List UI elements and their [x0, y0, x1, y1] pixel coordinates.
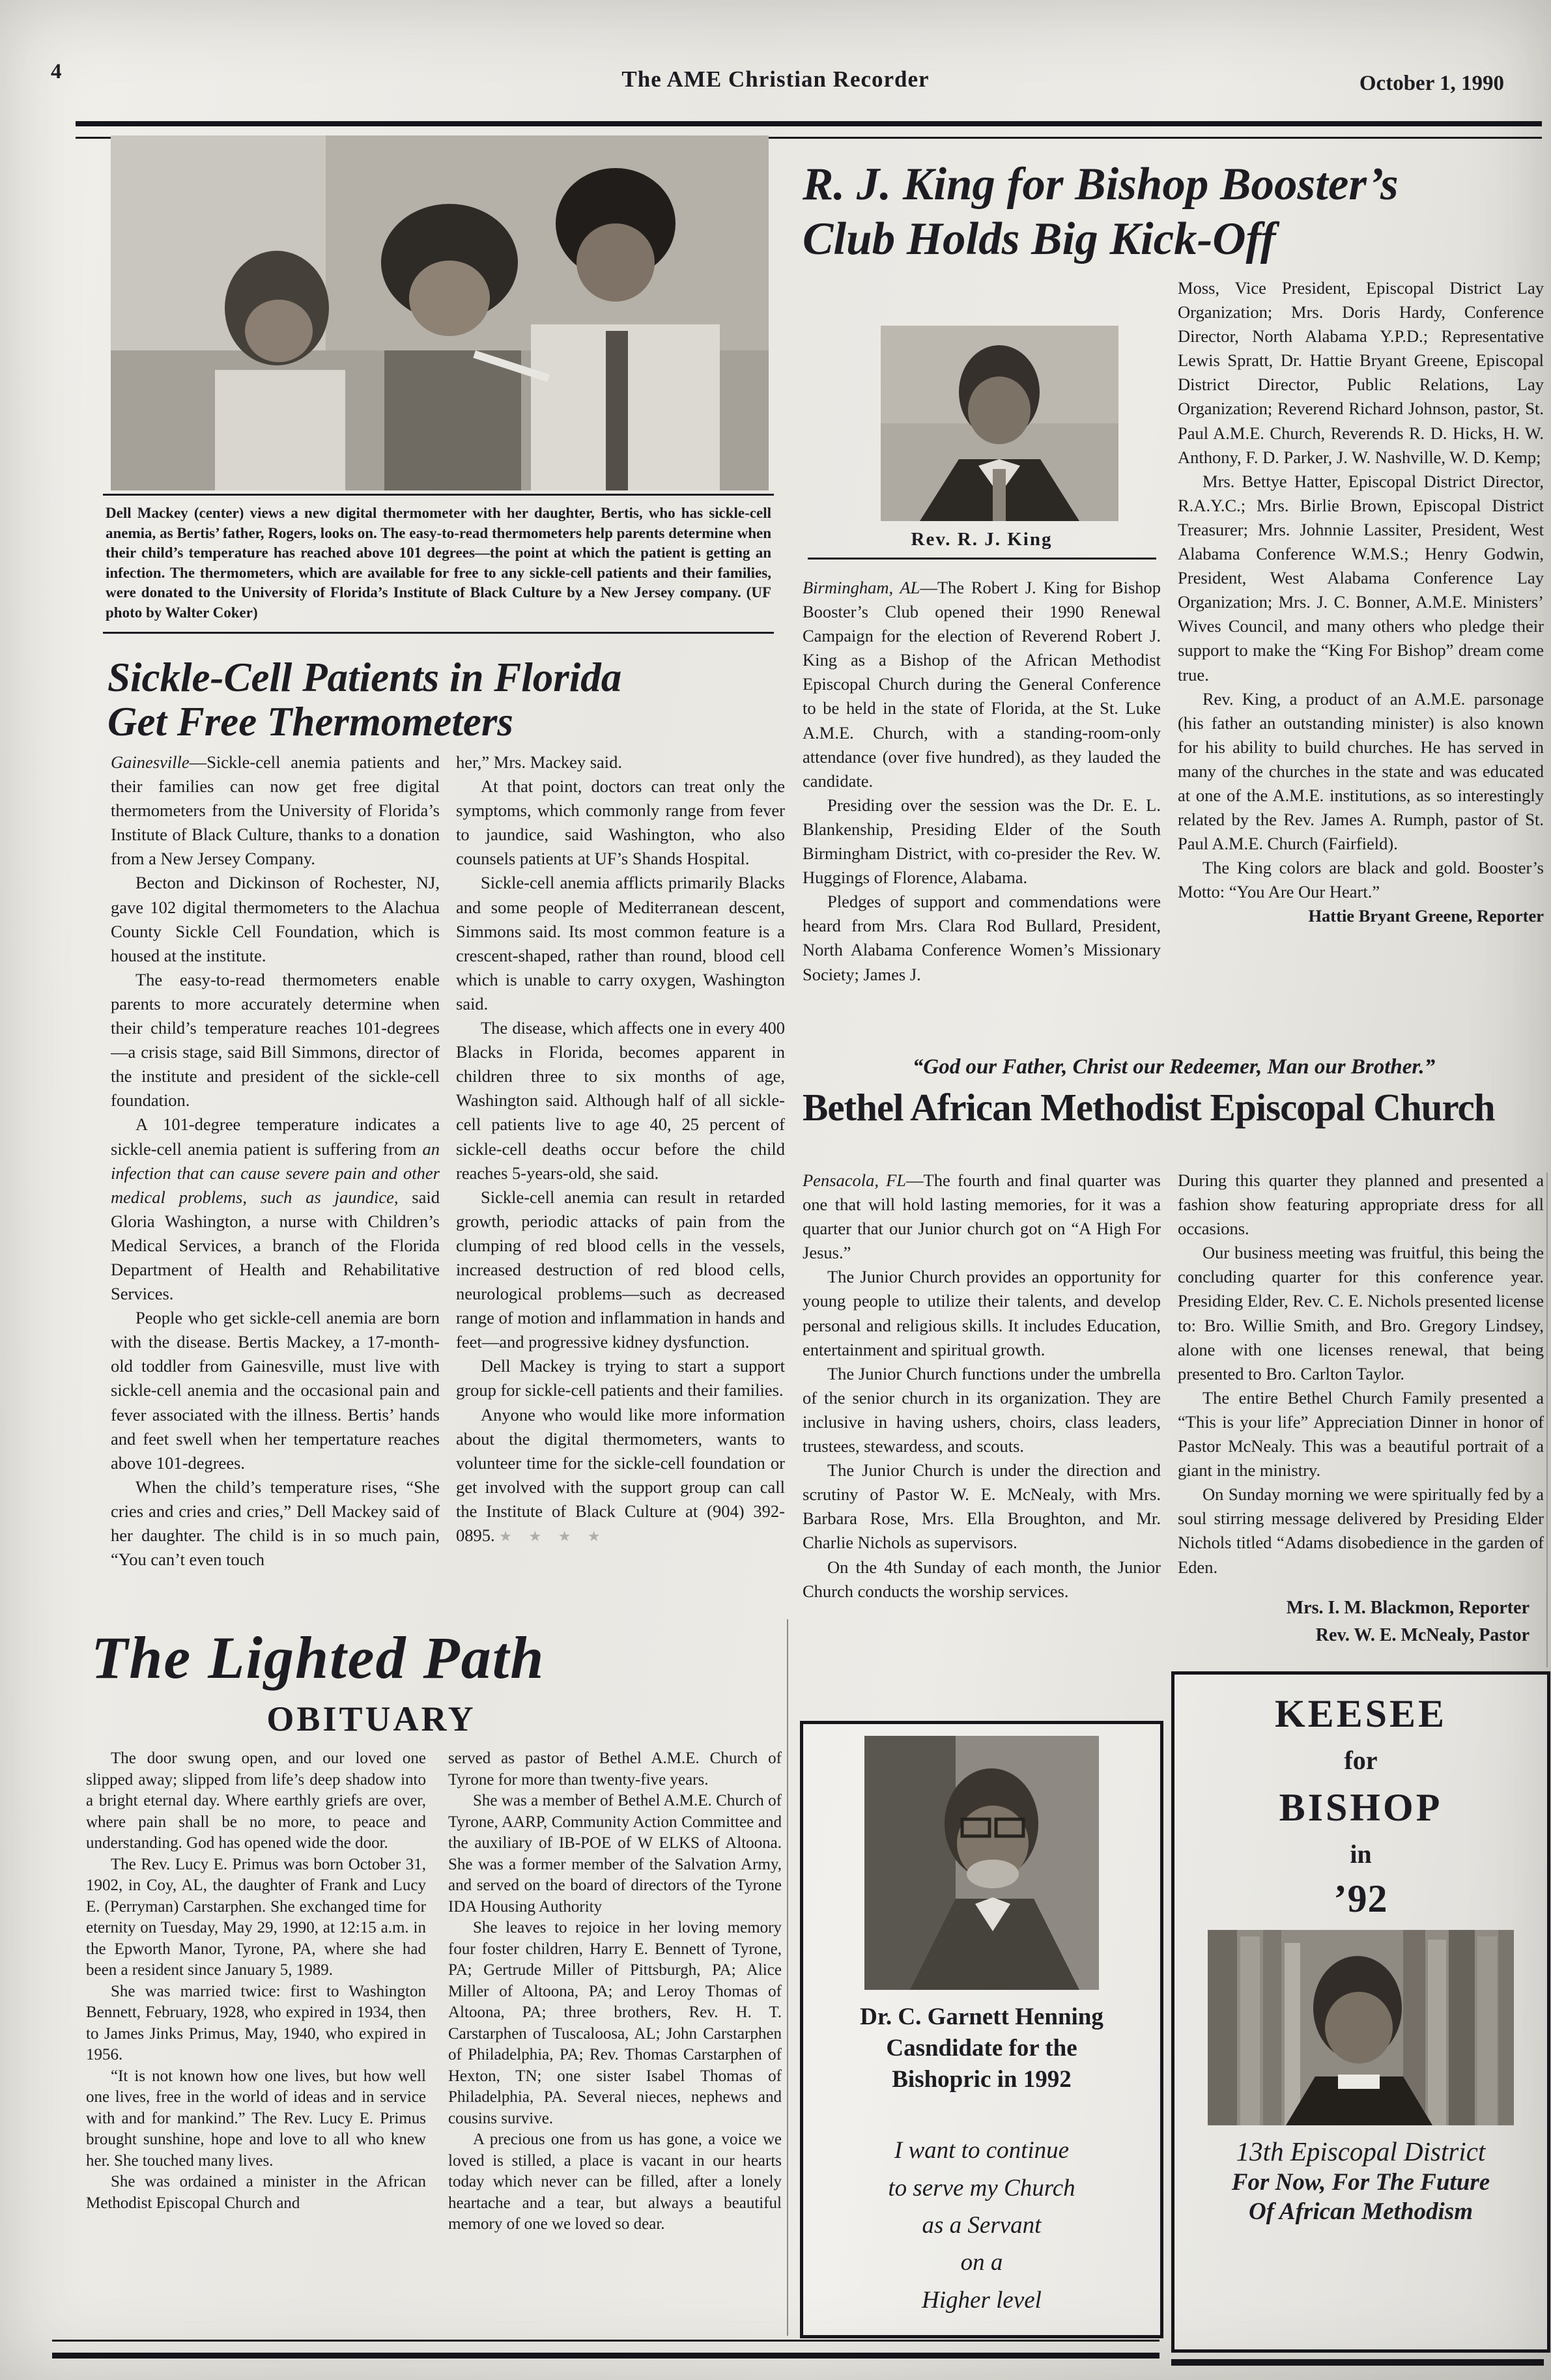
- title-line: Bishopric in 1992: [892, 2066, 1072, 2093]
- article-paragraph: The King colors are black and gold. Booster’s Motto: “You Are Our Heart.”: [1178, 858, 1544, 902]
- paragraph-text: —The Robert J. King for Bishop Booster’s Club opened their 1990 Renewal Campaign for the election of Reverend Robert J. King as a Bishop of the African Methodist Episcopal Church during the General Conference to be held in the state of Florida, at the St. Luke A.M.E. Church, with a standing-room-only attendance (over five hundred), as they lauded the candidate.: [803, 578, 1161, 791]
- obituary-column-1: [86, 1748, 426, 2314]
- quote-line: I want to continue: [894, 2137, 1070, 2164]
- king-article-headline: [803, 158, 1546, 267]
- pastor-signature: Rev. W. E. McNealy, Pastor: [1315, 1625, 1530, 1645]
- article-paragraph: She leaves to rejoice in her loving memory four foster children, Harry E. Bennett of Tyrone, PA; Gertrude Miller of Pittsburgh, PA; Alice Miller of Altoona, PA; and Leroy Thomas of Altoona, PA; three brothers, Rev. H. T. Carstarphen of Tuscaloosa, AL; John Carstarphen of Philadelphia, PA; Rev. Thomas Carstarphen of Hexton, TN; one sister Isabel Thomas of Philadelphia, PA. Several nieces, nephews and cousins survive.: [448, 1919, 782, 2127]
- header-rule-thick: [76, 121, 1542, 126]
- article-paragraph: The Junior Church functions under the umbrella of the senior church in its organization. They are inclusive in having ushers, choirs, class leaders, trustees, stewardess, and scouts.: [803, 1363, 1161, 1456]
- bethel-article-column-1: [803, 1169, 1161, 1690]
- headline-line: Club Holds Big Kick-Off: [803, 213, 1276, 264]
- article-paragraph: During this quarter they planned and presented a fashion show featuring appropriate dress for all occasions.: [1178, 1170, 1544, 1239]
- article-paragraph: The Rev. Lucy E. Primus was born October 31, 1902, in Coy, AL, the daughter of Frank and Lucy E. (Perryman) Carstarphen. She exchanged time for eternity on Tuesday, May 29, 1990, at 12:15 a.m. in the Epworth Manor, Tyrone, PA, where she had been a resident since January 5, 1989.: [86, 1855, 426, 1979]
- article-paragraph: Our business meeting was fruitful, this being the concluding quarter for this conference year. Presiding Elder, Rev. C. E. Nichols presented license to: Bro. Willie Smith, and Bro. Gregory Lindsey, alone with one licenses renewal, that being presented to Bro. Carlton Taylor.: [1178, 1243, 1544, 1383]
- henning-ad-title: [803, 2002, 1160, 2095]
- article-paragraph: [111, 750, 440, 871]
- article-paragraph: The Junior Church provides an opportunity for young people to utilize their talents, and develop personal and religious skills. It includes Education, entertainment and spiritual growth.: [803, 1267, 1161, 1359]
- keesee-photo: [1208, 1930, 1514, 2125]
- article-paragraph: On Sunday morning we were spiritually fed by a soul stirring message delivered by Presiding Elder Nichols titled “Adams disobedience in the garden of Eden.: [1178, 1484, 1544, 1577]
- quote-line: to serve my Church: [888, 2174, 1075, 2202]
- quote-line: as a Servant: [922, 2211, 1042, 2239]
- king-photo-caption: Rev. R. J. King: [911, 529, 1053, 550]
- paragraph-text: A 101-degree temperature indicates a sickle-cell anemia patient is suffering from: [111, 1114, 440, 1159]
- keesee-ad-word: ’92: [1333, 1877, 1388, 1920]
- stars-decoration: ★ ★ ★ ★: [499, 1528, 607, 1544]
- photo-caption: Dell Mackey (center) views a new digital thermometer with her daughter, Bertis, who has sickle-cell anemia, as Bertis’ father, Rogers, looks on. The easy-to-read thermometers help parents determine when their child’s temperature has reached above 101 degrees—the point at which the patient is getting an infection. The thermometers, which are available for free to any sickle-cell patients and their families, were donated to the University of Florida’s Institute of Black Culture by a New Jersey company. (UF photo by Walter Coker): [103, 494, 774, 634]
- paragraph-text-italic: an infection that can cause severe pain and other medical problems, such as jaundice,: [111, 1139, 440, 1207]
- reporter-signature: Mrs. I. M. Blackmon, Reporter: [1286, 1598, 1530, 1618]
- title-line: Dr. C. Garnett Henning: [860, 2004, 1103, 2030]
- article-paragraph: [456, 1403, 785, 1548]
- keesee-ad-word: in: [1350, 1839, 1372, 1869]
- footer-rule-thick: [52, 2353, 1160, 2359]
- article-paragraph: Pledges of support and commendations were heard from Mrs. Clara Rod Bullard, President, North Alabama Conference Women’s Missionary Society; James J.: [803, 892, 1161, 984]
- page-number: 4: [51, 60, 62, 83]
- king-article-column-1: [803, 576, 1161, 1025]
- reporter-signature: Hattie Bryant Greene, Reporter: [1308, 906, 1544, 926]
- headline-line: R. J. King for Bishop Booster’s: [803, 159, 1399, 210]
- article-paragraph: She was ordained a minister in the African Methodist Episcopal Church and: [86, 2173, 426, 2212]
- bethel-signatures: [1178, 1594, 1530, 1649]
- article-paragraph: [111, 1112, 440, 1306]
- article-paragraph: served as pastor of Bethel A.M.E. Church of Tyrone for more than twenty-five years.: [448, 1750, 782, 1789]
- bethel-article-headline: Bethel African Methodist Episcopal Church: [803, 1086, 1495, 1129]
- article-paragraph: The easy-to-read thermometers enable parents to more accurately determine when their child’s temperature reaches 101-degrees—a crisis stage, said Bill Simmons, director of the institute and president of the sickle-cell foundation.: [111, 969, 440, 1111]
- article-paragraph: Mrs. Bettye Hatter, Episcopal District Director, R.A.Y.C.; Mrs. Birlie Brown, Episcopal District Treasurer; Mrs. Johnnie Lassiter, President, West Alabama Conference W.M.S.; Henry Godwin, President, West Alabama Conference Lay Organization; Mrs. J. C. Bonner, A.M.E. Ministers’ Wives Council, and many others who pledge their support to make the “King For Bishop” dream come true.: [1178, 471, 1544, 685]
- keesee-ad-caption: 13th Episcopal District: [1236, 2136, 1486, 2166]
- article-paragraph: The Junior Church is under the direction and scrutiny of Pastor W. E. McNealy, with Mrs. Barbara Rose, Mrs. Ella Broughton, and Mr. Charlie Nichols as supervisors.: [803, 1460, 1161, 1553]
- obituary-column-2: [448, 1748, 782, 2314]
- footer-rule-thin: [52, 2340, 1160, 2342]
- article-paragraph: Rev. King, a product of an A.M.E. parsonage (his father an outstanding minister) is also known for his ability to build churches. He has served in many of the churches in the state and was educated at one of the A.M.E. institutions, as so interestingly related by the Rev. James A. Rumph, pastor of St. Paul A.M.E. Church (Fairfield).: [1178, 688, 1544, 854]
- issue-date: October 1, 1990: [1359, 72, 1504, 95]
- title-line: Casndidate for the: [886, 2035, 1077, 2062]
- dateline: Gainesville: [111, 752, 190, 772]
- article-paragraph: When the child’s temperature rises, “She cries and cries and cries,” Dell Mackey said of her daughter. The child is in so much pain, “You can’t even touch: [111, 1477, 440, 1570]
- obituary-section-title: The Lighted Path: [91, 1624, 545, 1691]
- article-paragraph: She was a member of Bethel A.M.E. Church of Tyrone, AARP, Community Action Committee and the auxiliary of IB-POE of W ELKS of Altoona. She was a former member of the Salvation Army, and served on the board of directors of the Tyrone IDA Housing Authority: [448, 1792, 782, 1916]
- king-article-column-2: [1178, 276, 1544, 1025]
- sickle-article-column-1: [111, 750, 440, 1618]
- henning-ad-box: [800, 1721, 1163, 2338]
- footer-rule-thick-right: [1171, 2359, 1544, 2366]
- article-paragraph: On the 4th Sunday of each month, the Junior Church conducts the worship services.: [803, 1557, 1161, 1601]
- article-paragraph: her,” Mrs. Mackey said.: [456, 752, 623, 772]
- obituary-heading: OBITUARY: [266, 1699, 476, 1738]
- quote-line: Higher level: [922, 2286, 1042, 2314]
- caption-rule: [808, 558, 1156, 560]
- headline-line: Get Free Thermometers: [107, 699, 513, 745]
- article-paragraph: At that point, doctors can treat only the symptoms, which commonly range from fever to jaundice, said Washington, who also counsels patients at UF’s Shands Hospital.: [456, 776, 785, 869]
- column-divider: [787, 1619, 788, 2336]
- paragraph-text: —The fourth and final quarter was one that will hold lasting memories, for it was a quarter that our Junior church got on “A High For Jesus.”: [803, 1170, 1161, 1263]
- article-paragraph: The disease, which affects one in every 400 Blacks in Florida, becomes apparent in children three to six months of age, Washington said. Although half of all sickle-cell patients live to age 40, 25 percent of sickle-cell deaths occur before the child reaches 5-years-old, she said.: [456, 1018, 785, 1183]
- article-paragraph: Sickle-cell anemia afflicts primarily Blacks and some people of Mediterranean descent, Simmons said. Its most common feature is a crescent-shaped, rather than round, blood cell which is unable to carry oxygen, Washington said.: [456, 873, 785, 1013]
- paragraph-text: —Sickle-cell anemia patients and their families can now get free digital thermometers from the University of Florida’s Institute of Black Culture, thanks to a donation from a New Jersey Company.: [111, 752, 440, 869]
- article-paragraph: Sickle-cell anemia can result in retarded growth, periodic attacks of pain from the clumping of red blood cells in the vessels, increased destruction of red blood cells, neurological problems—such as decreased range of motion and inflammation in hands and feet—and progressive kidney dysfunction.: [456, 1187, 785, 1352]
- keesee-ad-caption: For Now, For The Future: [1231, 2169, 1490, 2196]
- bethel-motto-quote: “God our Father, Christ our Redeemer, Man our Brother.”: [912, 1055, 1436, 1079]
- keesee-ad-word: KEESEE: [1274, 1692, 1447, 1735]
- article-paragraph: [803, 576, 1161, 793]
- masthead: The AME Christian Recorder: [621, 66, 930, 92]
- article-paragraph: People who get sickle-cell anemia are born with the disease. Bertis Mackey, a 17-month-old toddler from Gainesville, must live with sickle-cell anemia and the occasional pain and fever associated with the illness. Bertis’ hands and feet swell when her tempertature reaches above 101-degrees.: [111, 1308, 440, 1473]
- keesee-ad-word: for: [1344, 1746, 1378, 1775]
- article-paragraph: Becton and Dickinson of Rochester, NJ, gave 102 digital thermometers to the Alachua County Sickle Cell Foundation, which is housed at the institute.: [111, 873, 440, 965]
- keesee-ad-box: [1171, 1671, 1550, 2353]
- paragraph-text: said Gloria Washington, a nurse with Children’s Medical Services, a branch of the Florida Department of Health and Rehabilitative Services.: [111, 1187, 440, 1304]
- bethel-article-column-2: [1178, 1169, 1544, 1585]
- king-photo: [881, 326, 1118, 521]
- article-paragraph: The door swung open, and our loved one slipped away; slipped from life’s deep shadow into a bright eternal day. Where earthly griefs are over, where pain shall be no more, to peace and understanding. God has opened wide the door.: [86, 1750, 426, 1852]
- article-paragraph: Dell Mackey is trying to start a support group for sickle-cell patients and their families.: [456, 1356, 785, 1400]
- keesee-ad-caption: Of African Methodism: [1249, 2198, 1473, 2226]
- dateline: Birmingham, AL: [803, 578, 920, 597]
- sickle-article-column-2: [456, 750, 785, 1618]
- henning-ad-quote: [803, 2132, 1160, 2319]
- article-paragraph: A precious one from us has gone, a voice we loved is stilled, a place is vacant in our hearts today which never can be filled, after a lonely heartache and a tear, but always a beautiful memory of one we loved so dear.: [448, 2131, 782, 2233]
- quote-line: on a: [960, 2249, 1003, 2276]
- article-paragraph: Presiding over the session was the Dr. E. L. Blankenship, Presiding Elder of the South Birmingham District, with co-presider the Rev. W. Huggings of Florence, Alabama.: [803, 795, 1161, 888]
- article-paragraph: Moss, Vice President, Episcopal District Lay Organization; Mrs. Doris Hardy, Conference Director, North Alabama Y.P.D.; Representative Lewis Spratt, Dr. Hattie Bryant Greene, Episcopal District Director, Public Relations, Lay Organization; Reverend Richard Johnson, pastor, St. Paul A.M.E. Church, Reverends R. D. Hicks, H. W. Anthony, F. D. Parker, J. W. Nashville, W. D. Kemp;: [1178, 278, 1544, 467]
- column-divider: [1546, 1172, 1548, 1667]
- article-paragraph: The entire Bethel Church Family presented a “This is your life” Appreciation Dinner in honor of Pastor McNealy. This was a beautiful portrait of a giant in the ministry.: [1178, 1387, 1544, 1480]
- dateline: Pensacola, FL: [803, 1170, 907, 1190]
- paragraph-text: Anyone who would like more information about the digital thermometers, wants to volunteer time for the sickle-cell foundation or get involved with the support group can call the Institute of Black Culture at (904) 392-0895.: [456, 1404, 785, 1545]
- sickle-article-headline: [107, 655, 788, 744]
- henning-photo: [864, 1736, 1099, 1990]
- article-paragraph: [803, 1169, 1161, 1265]
- headline-line: Sickle-Cell Patients in Florida: [107, 655, 622, 700]
- article-paragraph: “It is not known how one lives, but how well one lives, free in the world of ideas and in service with and for mankind.” The Rev. Lucy E. Primus brought sunshine, hope and love to all who knew her. She touched many lives.: [86, 2067, 426, 2170]
- article-paragraph: She was married twice: first to Washington Bennett, February, 1928, who expired in 1934, then to James Jinks Primus, May, 1940, who expired in 1956.: [86, 1982, 426, 2063]
- family-photo: [111, 135, 769, 490]
- keesee-ad-word: BISHOP: [1279, 1786, 1443, 1829]
